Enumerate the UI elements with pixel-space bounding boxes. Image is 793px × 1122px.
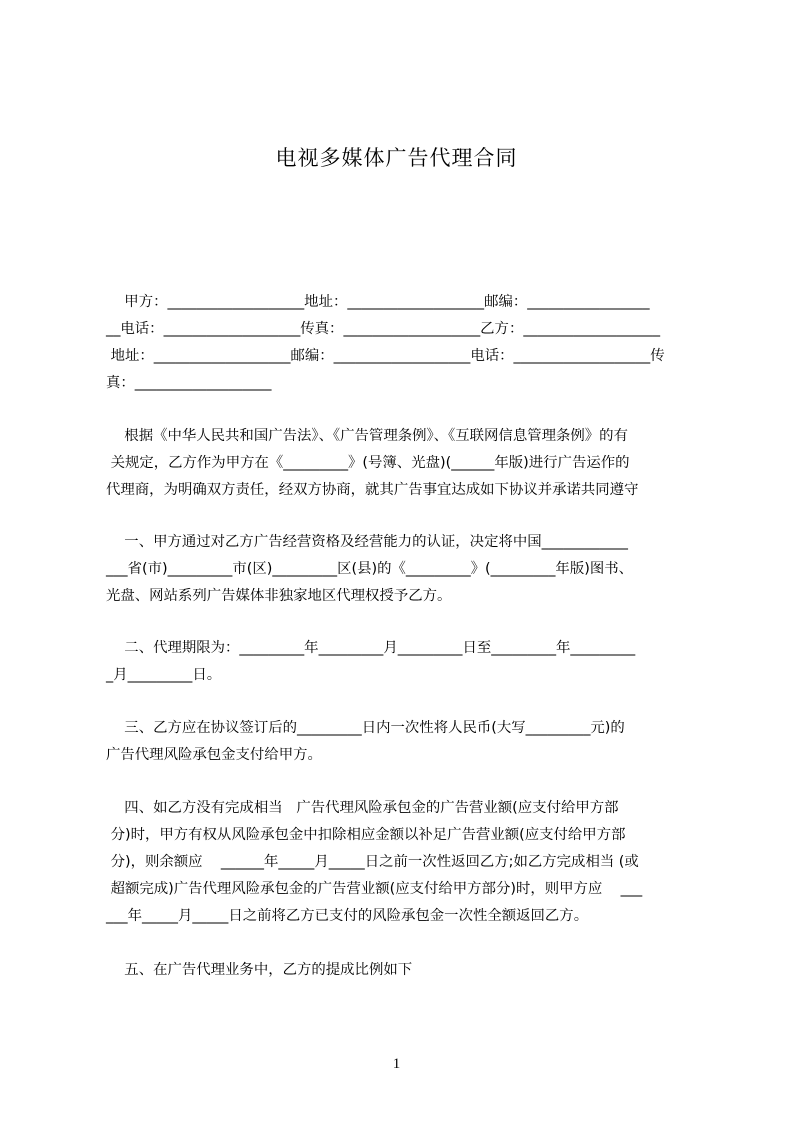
- preamble-line: 关规定，乙方作为甲方在《_________》(号簿、光盘)(______年版)进行广告运作的: [106, 455, 630, 471]
- clause-1-line: 光盘、网站系列广告媒体非独家地区代理权授予乙方。: [106, 588, 452, 604]
- clause-1-line: ___省(市)_________市(区)_________区(县)的《_________》(_________年版)图书、: [106, 561, 634, 577]
- clause-1-line: 一、甲方通过对乙方广告经营资格及经营能力的认证，决定将中国____________: [106, 534, 628, 550]
- preamble-line: 代理商，为明确双方责任，经双方协商，就其广告事宜达成如下协议并承诺共同遵守: [106, 482, 639, 498]
- clause-4-line: 超额完成)广告代理风险承包金的广告营业额(应支付给甲方部分)时，则甲方应 ___: [106, 881, 643, 897]
- clause-3-line: 三、乙方应在协议签订后的_________日内一次性将人民币(大写_________元)的: [106, 720, 625, 736]
- clause-3-line: 广告代理风险承包金支付给甲方。: [106, 747, 322, 763]
- parties-line: 地址：___________________邮编：___________________电话：___________________传: [106, 348, 665, 364]
- page-number: 1: [392, 1056, 401, 1072]
- clause-2-line: _月_________日。: [106, 667, 222, 683]
- clause-5-line: 五、在广告代理业务中，乙方的提成比例如下: [106, 962, 413, 978]
- parties-line: 甲方：___________________地址：___________________邮编：_________________: [106, 294, 650, 310]
- contract-title: 电视多媒体广告代理合同: [275, 146, 518, 170]
- preamble-line: 根据《中华人民共和国广告法》、《广告管理条例》、《互联网信息管理条例》的有: [106, 428, 628, 444]
- clause-4-line: 分)，则余额应 ______年_____月_____日之前一次性返回乙方;如乙方完成相当 (或: [106, 854, 639, 870]
- parties-line: 真：___________________: [106, 375, 272, 391]
- clause-4-line: 四、如乙方没有完成相当 广告代理风险承包金的广告营业额(应支付给甲方部: [106, 800, 619, 816]
- clause-4-line: ___年_____月_____日之前将乙方已支付的风险承包金一次性全额返回乙方。: [106, 908, 589, 924]
- clause-4-line: 分)时，甲方有权从风险承包金中扣除相应金额以补足广告营业额(应支付给甲方部: [106, 827, 626, 843]
- clause-2-line: 二、代理期限为：_________年_________月_________日至_________年_________: [106, 640, 636, 656]
- parties-line: __电话：___________________传真：___________________乙方：___________________: [106, 321, 661, 337]
